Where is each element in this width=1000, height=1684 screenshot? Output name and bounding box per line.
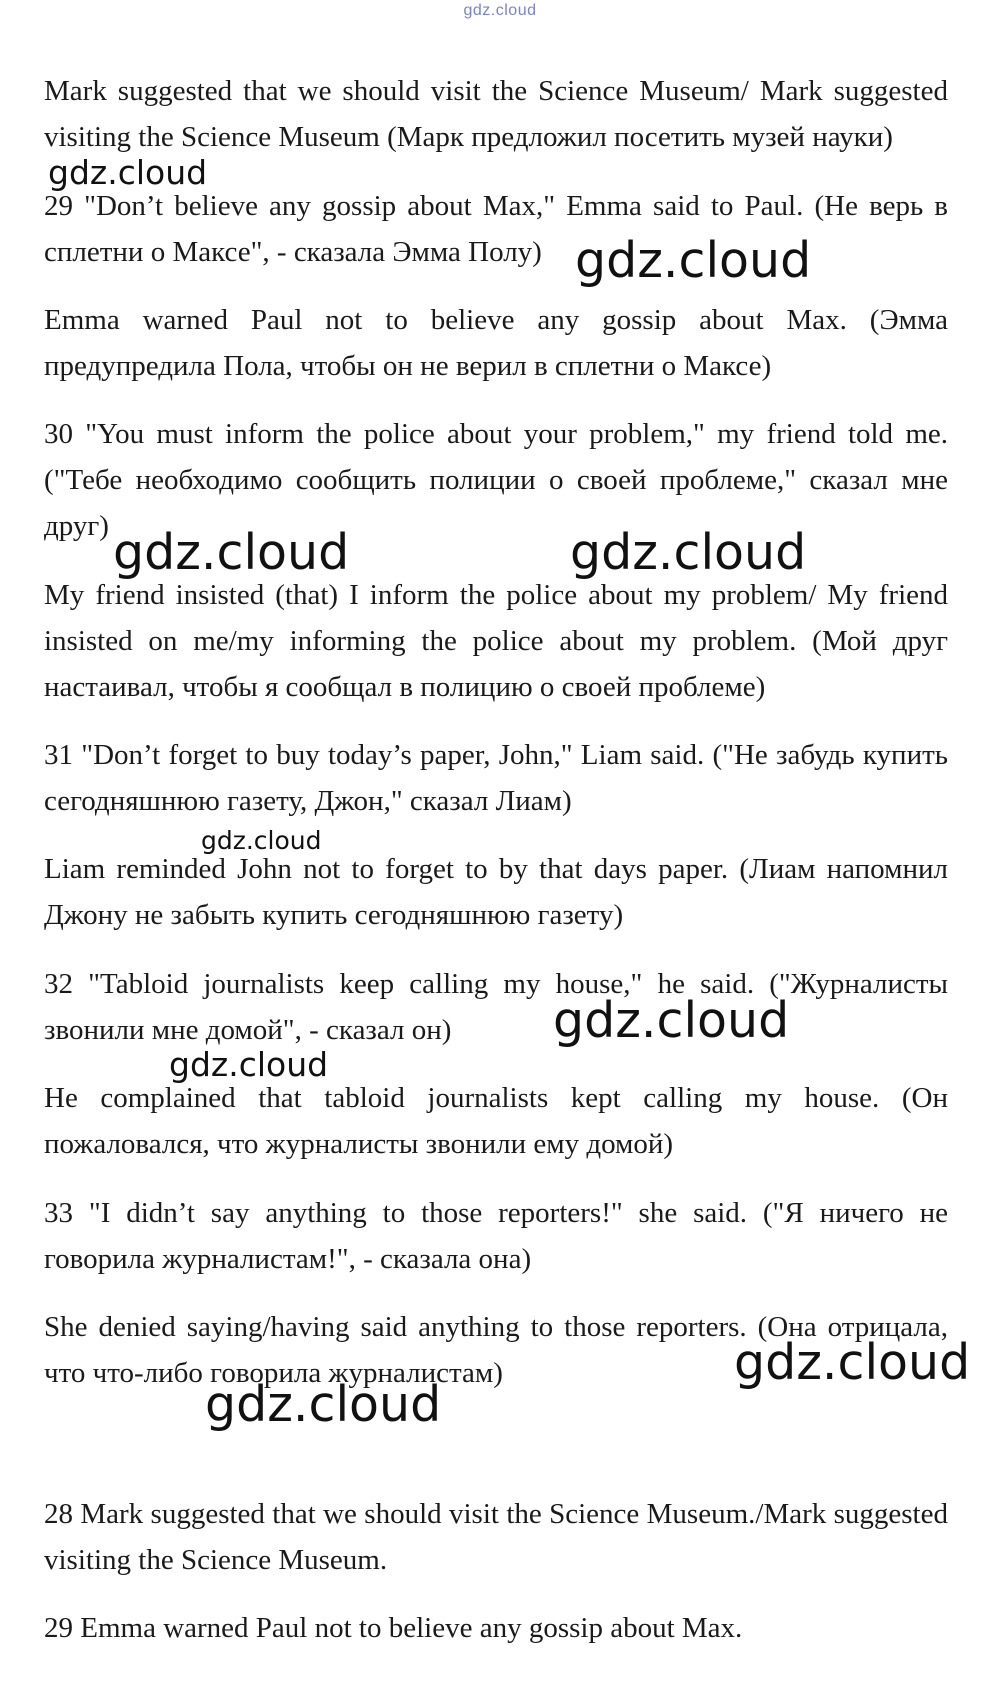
watermark: gdz.cloud bbox=[169, 1045, 329, 1084]
paragraph-33-task: 33 "I didn’t say anything to those reporters!" she said. ("Я ничего не говорила журналистам!", - сказала она) bbox=[44, 1197, 948, 1275]
watermark: gdz.cloud bbox=[48, 153, 208, 192]
watermark: gdz.cloud bbox=[205, 1376, 442, 1433]
watermark: gdz.cloud bbox=[113, 524, 350, 581]
paragraph-30-answer: My friend insisted (that) I inform the police about my problem/ My friend insisted on me/my informing the police about my problem. (Мой друг настаивал, чтобы я сообщал в полицию о своей проблеме) bbox=[44, 579, 948, 703]
paragraph-33-answer: She denied saying/having said anything to those reporters. (Она отрицала, что что-либо говорила журналистам) bbox=[44, 1311, 948, 1389]
paragraph-32-answer: He complained that tabloid journalists kept calling my house. (Он пожаловался, что журналисты звонили ему домой) bbox=[44, 1082, 948, 1160]
paragraph-summary-28: 28 Mark suggested that we should visit the Science Museum./Mark suggested visiting the Science Museum. bbox=[44, 1498, 948, 1576]
paragraph-32-task: 32 "Tabloid journalists keep calling my house," he said. ("Журналисты звонили мне домой", - сказал он) bbox=[44, 968, 948, 1046]
paragraph-summary-29: 29 Emma warned Paul not to believe any gossip about Max. bbox=[44, 1612, 743, 1644]
watermark: gdz.cloud bbox=[734, 1334, 971, 1391]
watermark: gdz.cloud bbox=[570, 524, 807, 581]
paragraph-28-answer: Mark suggested that we should visit the Science Museum/ Mark suggested visiting the Science Museum (Марк предложил посетить музей науки) bbox=[44, 75, 948, 153]
paragraph-29-answer: Emma warned Paul not to believe any gossip about Max. (Эмма предупредила Пола, чтобы он не верил в сплетни о Максе) bbox=[44, 304, 948, 382]
paragraph-31-answer: Liam reminded John not to forget to by that days paper. (Лиам напомнил Джону не забыть купить сегодняшнюю газету) bbox=[44, 853, 948, 931]
paragraph-31-task: 31 "Don’t forget to buy today’s paper, John," Liam said. ("Не забудь купить сегодняшнюю газету, Джон," сказал Лиам) bbox=[44, 739, 948, 817]
paragraph-30-task: 30 "You must inform the police about your problem," my friend told me. ("Тебе необходимо сообщить полиции о своей проблеме," сказал мне друг) bbox=[44, 418, 948, 542]
watermark: gdz.cloud bbox=[553, 992, 790, 1049]
header-watermark: gdz.cloud bbox=[463, 2, 537, 19]
watermark: gdz.cloud bbox=[575, 232, 812, 289]
paragraph-29-task: 29 "Don’t believe any gossip about Max," Emma said to Paul. (Не верь в сплетни о Максе", - сказала Эмма Полу) bbox=[44, 190, 948, 268]
watermark: gdz.cloud bbox=[201, 826, 322, 855]
